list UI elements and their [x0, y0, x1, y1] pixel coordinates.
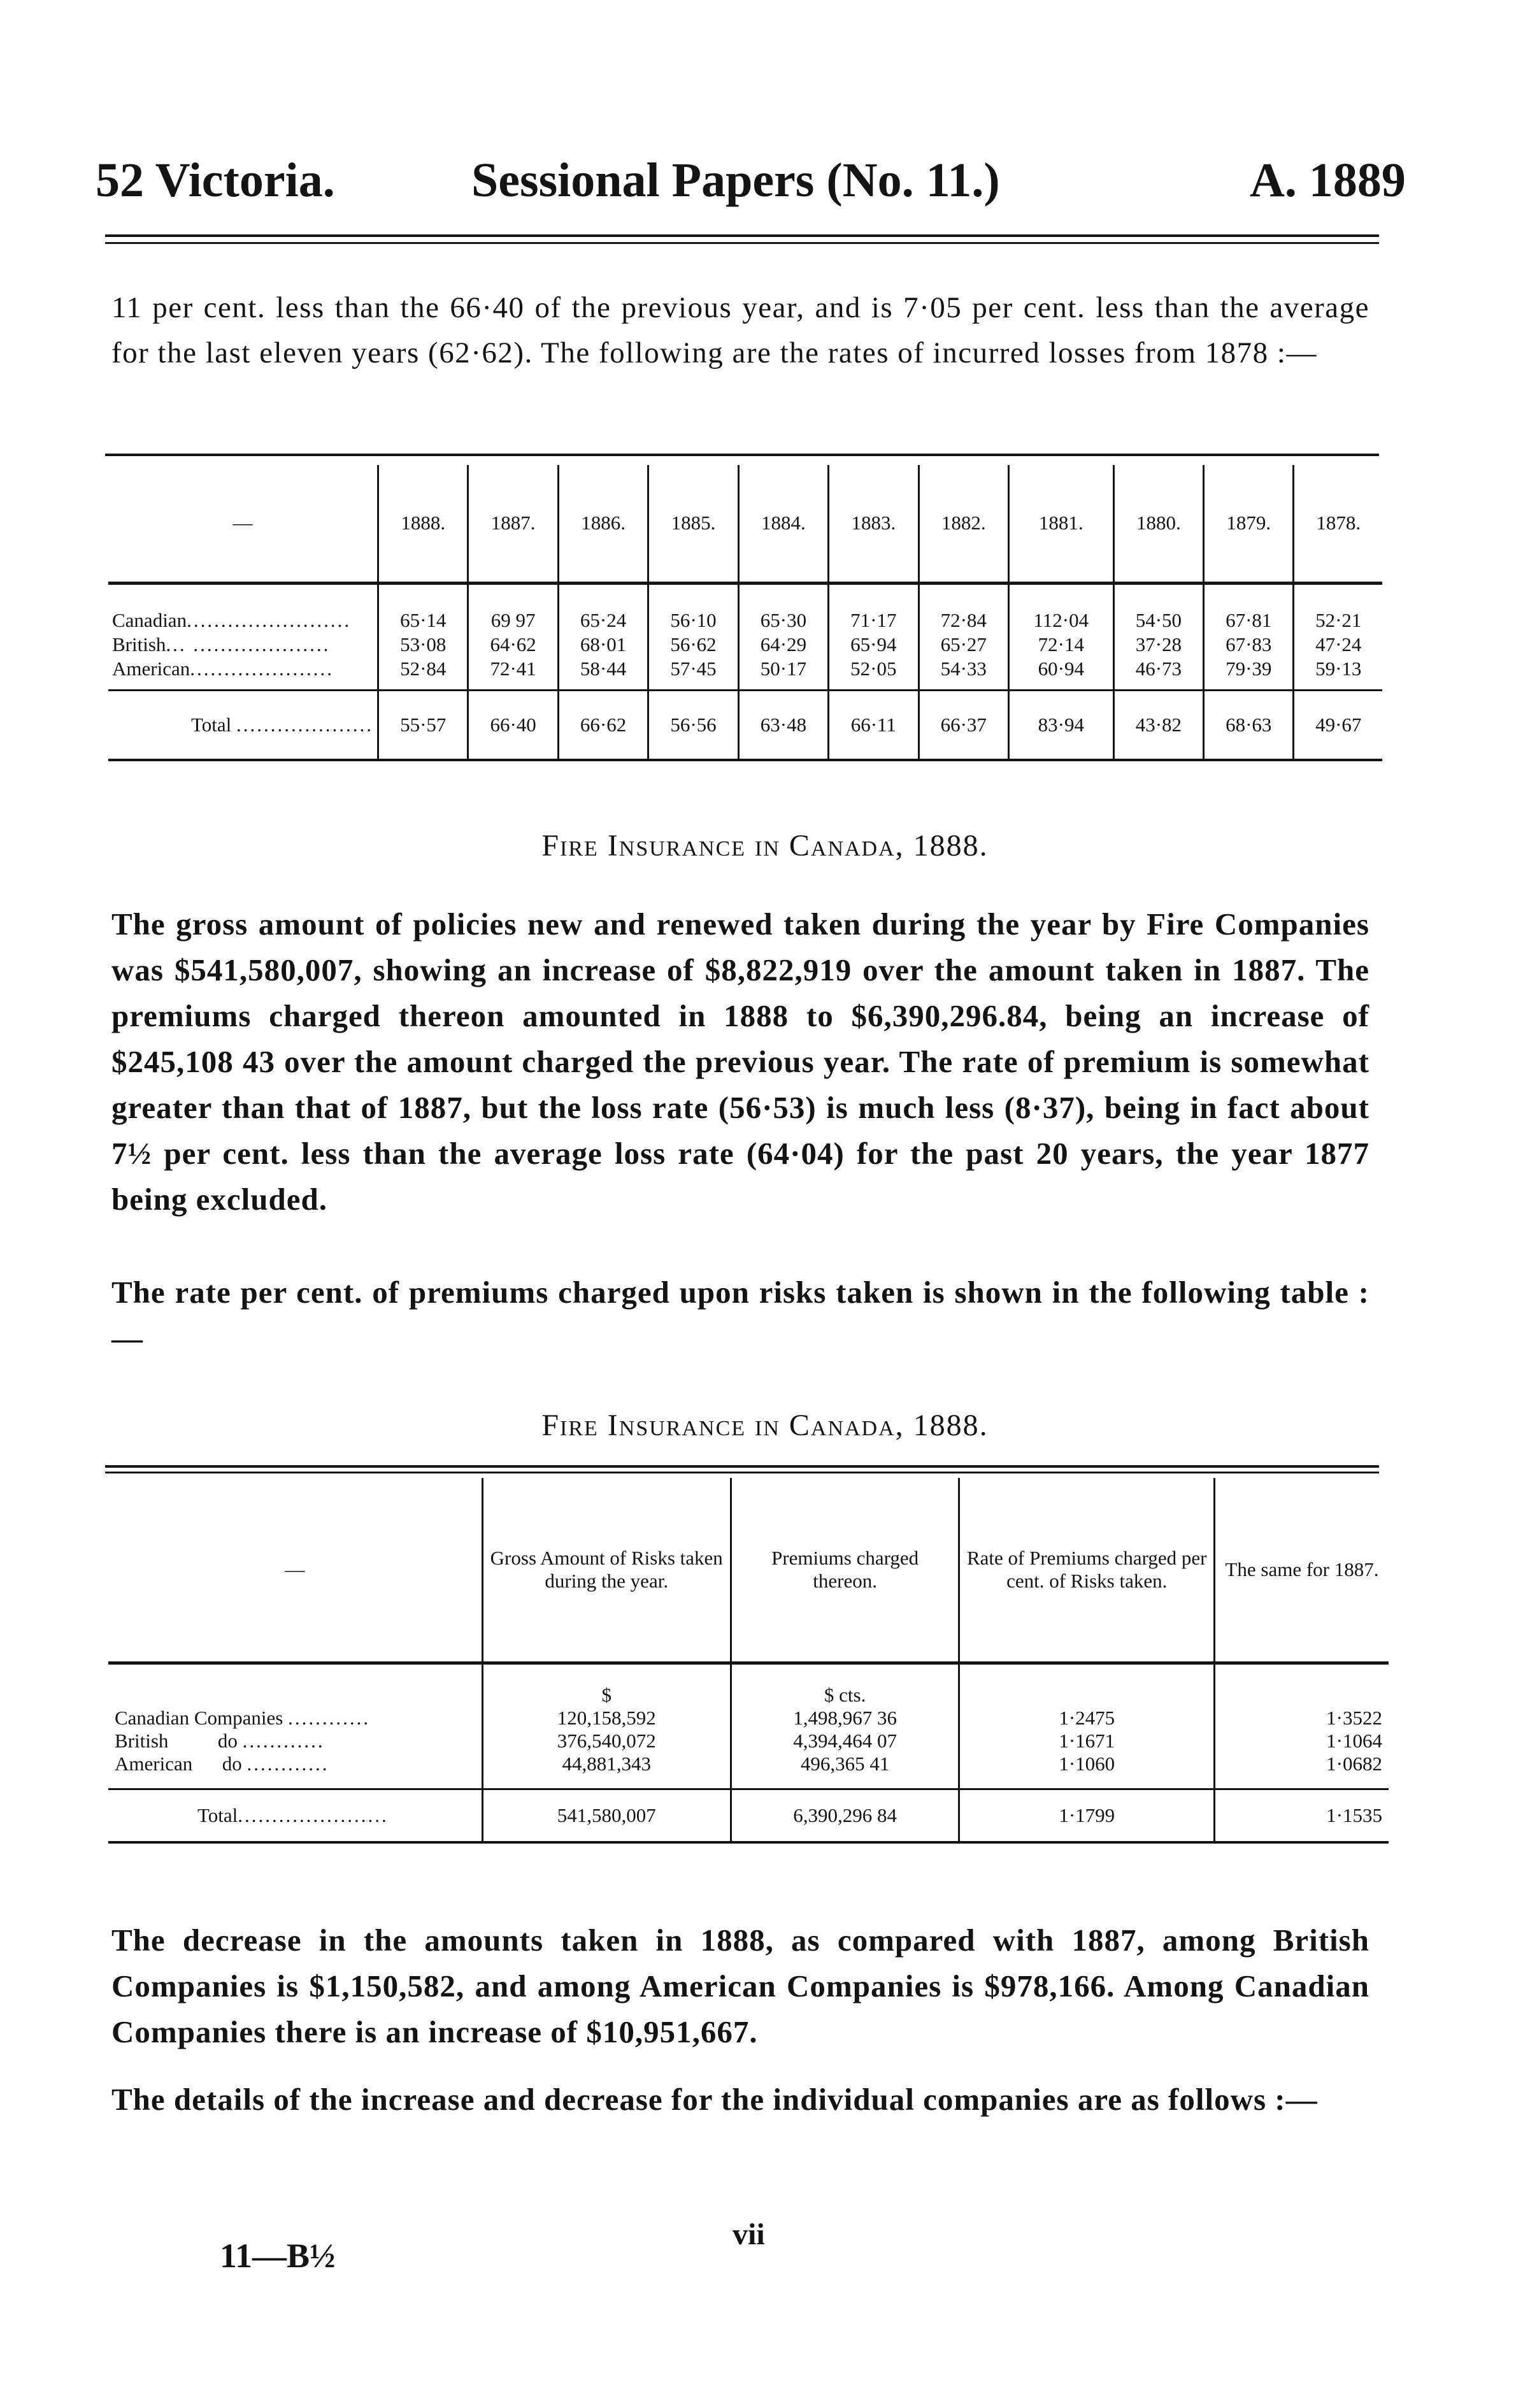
year-header: 1880.	[1113, 465, 1203, 583]
gross-amount-header: Gross Amount of Risks taken during the year.	[482, 1478, 731, 1663]
table-cell: 1·1060	[959, 1752, 1215, 1789]
total-row	[108, 690, 1382, 760]
table-cell: 60·94	[1008, 657, 1113, 691]
table-cell: 52·05	[829, 657, 919, 691]
table-cell: 1·0682	[1215, 1752, 1389, 1789]
table-cell: 54·33	[919, 657, 1008, 691]
year-header: 1885.	[648, 465, 738, 583]
total-cell: 83·94	[1008, 690, 1113, 760]
same-unit	[1215, 1663, 1389, 1707]
total-cell: 68·63	[1204, 690, 1294, 760]
table-cell: 72·84	[919, 583, 1008, 632]
total-cell: 66·11	[829, 690, 919, 760]
total-row	[108, 1789, 1389, 1842]
year-header: 1887.	[468, 465, 558, 583]
year-header: 1881.	[1008, 465, 1113, 583]
table-cell: 56·62	[648, 632, 738, 657]
table-cell: 1·3522	[1215, 1707, 1389, 1730]
table-cell: 47·24	[1294, 632, 1382, 657]
section-caption: Fire Insurance in Canada, 1888.	[541, 829, 989, 863]
total-cell: 66·37	[919, 690, 1008, 760]
table-cell: 64·62	[468, 632, 558, 657]
gross-unit: $	[482, 1663, 731, 1707]
table-cell: 79·39	[1204, 657, 1294, 691]
year-header: 1888.	[378, 465, 468, 583]
year-header: 1882.	[919, 465, 1008, 583]
premiums-table-top-rule	[105, 1465, 1379, 1468]
table-cell: 65·27	[919, 632, 1008, 657]
table-cell: 1·2475	[959, 1707, 1215, 1730]
intro-paragraph: 11 per cent. less than the 66·40 of the previous year, and is 7·05 per cent. less than the average for the last eleven years (62·62). The following are the rates of incurred losses from 1878 :—	[111, 291, 1369, 369]
premium-rates-header-row	[108, 1478, 1389, 1663]
table-cell: 120,158,592	[482, 1707, 731, 1730]
table-cell: 52·84	[378, 657, 468, 691]
table-cell: 65·14	[378, 583, 468, 632]
premium-rates-table	[108, 1478, 1389, 1844]
header-session: 52 Victoria.	[96, 154, 335, 207]
table-cell: 69 97	[468, 583, 558, 632]
table-cell: 65·24	[558, 583, 648, 632]
year-header: 1884.	[738, 465, 828, 583]
table-cell: 65·30	[738, 583, 828, 632]
year-header: 1879.	[1204, 465, 1294, 583]
table-cell: 56·10	[648, 583, 738, 632]
table-row	[108, 1707, 1389, 1730]
table-cell: 57·45	[648, 657, 738, 691]
year-header: 1878.	[1294, 465, 1382, 583]
table-row	[108, 632, 1382, 657]
row-label: British do ............	[115, 1729, 325, 1752]
rate-header: Rate of Premiums charged per cent. of Risks taken.	[959, 1478, 1215, 1663]
table-cell: 1·1064	[1215, 1730, 1389, 1752]
total-cell: 43·82	[1113, 690, 1203, 760]
total-cell: 541,580,007	[482, 1789, 731, 1842]
table-cell: 67·83	[1204, 632, 1294, 657]
table-cell: 50·17	[738, 657, 828, 691]
table-cell: 68·01	[558, 632, 648, 657]
table-cell: 53·08	[378, 632, 468, 657]
total-cell: 6,390,296 84	[731, 1789, 959, 1842]
units-row	[108, 1663, 1389, 1707]
table-cell: 112·04	[1008, 583, 1113, 632]
year-header: 1883.	[829, 465, 919, 583]
row-label: British... ....................	[112, 633, 331, 656]
loss-rates-header-row	[108, 465, 1382, 583]
table-row	[108, 657, 1382, 691]
table-cell: 58·44	[558, 657, 648, 691]
table-cell: 4,394,464 07	[731, 1730, 959, 1752]
paragraph-gross-amount: The gross amount of policies new and renewed taken during the year by Fire Companies was $541,580,007, showing an increase of $8,822,919 over the amount taken in 1887. The premiums charged thereon amounted in 1888 to $6,390,296.84, being an increase of $245,108 43 over the amount charged the previous year. The rate of premium is somewhat greater than that of 1887, but the loss rate (56·53) is much less (8·37), being in fact about 7½ per cent. less than the average loss rate (64·04) for the past 20 years, the year 1877 being excluded.	[111, 907, 1369, 1217]
losses-table-top-rule	[105, 454, 1379, 456]
table-cell: 52·21	[1294, 583, 1382, 632]
table-row	[108, 1752, 1389, 1789]
total-label: Total......................	[108, 1789, 482, 1842]
rate-unit	[959, 1663, 1215, 1707]
table-cell: 67·81	[1204, 583, 1294, 632]
table-caption: Fire Insurance in Canada, 1888.	[541, 1408, 989, 1442]
loss-rates-corner: —	[108, 465, 378, 583]
same-1887-header: The same for 1887.	[1215, 1478, 1389, 1663]
table-cell: 44,881,343	[482, 1752, 731, 1789]
total-cell: 66·40	[468, 690, 558, 760]
total-cell: 66·62	[558, 690, 648, 760]
header-rule-top	[105, 234, 1379, 237]
total-label: Total ....................	[108, 690, 378, 760]
units-blank	[108, 1663, 482, 1707]
table-cell: 65·94	[829, 632, 919, 657]
row-label: Canadian........................	[112, 608, 352, 631]
total-cell: 49·67	[1294, 690, 1382, 760]
loss-rates-table	[108, 465, 1382, 761]
page-number: vii	[733, 2218, 765, 2251]
table-cell: 72·41	[468, 657, 558, 691]
row-label: American do ............	[115, 1752, 329, 1775]
table-row	[108, 583, 1382, 632]
premiums-header: Premiums charged thereon.	[731, 1478, 959, 1663]
total-cell: 56·56	[648, 690, 738, 760]
row-label: Canadian Companies ............	[115, 1706, 371, 1729]
header-sessional-papers: Sessional Papers (No. 11.)	[471, 154, 1000, 207]
total-cell: 55·57	[378, 690, 468, 760]
premiums-table-top-rule-2	[105, 1472, 1379, 1473]
table-cell: 1·1671	[959, 1730, 1215, 1752]
table-row	[108, 1730, 1389, 1752]
total-cell: 1·1535	[1215, 1789, 1389, 1842]
footer-signature-mark: 11—B½	[220, 2237, 336, 2275]
paragraph-details: The details of the increase and decrease for the individual companies are as follows :—	[111, 2082, 1318, 2117]
table-cell: 64·29	[738, 632, 828, 657]
header-rule-bottom	[105, 242, 1379, 244]
table-cell: 54·50	[1113, 583, 1203, 632]
year-header: 1886.	[558, 465, 648, 583]
table-cell: 46·73	[1113, 657, 1203, 691]
total-cell: 63·48	[738, 690, 828, 760]
premium-rates-corner: —	[108, 1478, 482, 1663]
paragraph-decrease: The decrease in the amounts taken in 1888, as compared with 1887, among British Companies is $1,150,582, and among American Companies is $978,166. Among Canadian Companies there is an increase of $10,951,667.	[111, 1923, 1369, 2049]
table-cell: 72·14	[1008, 632, 1113, 657]
row-label: American.....................	[112, 657, 334, 680]
premiums-unit: $ cts.	[731, 1663, 959, 1707]
table-cell: 1,498,967 36	[731, 1707, 959, 1730]
table-cell: 37·28	[1113, 632, 1203, 657]
header-year: A. 1889	[1250, 154, 1406, 207]
table-cell: 496,365 41	[731, 1752, 959, 1789]
table-cell: 59·13	[1294, 657, 1382, 691]
total-cell: 1·1799	[959, 1789, 1215, 1842]
table-cell: 376,540,072	[482, 1730, 731, 1752]
table-cell: 71·17	[829, 583, 919, 632]
paragraph-rate-intro: The rate per cent. of premiums charged upon risks taken is shown in the following table :—	[111, 1275, 1369, 1356]
